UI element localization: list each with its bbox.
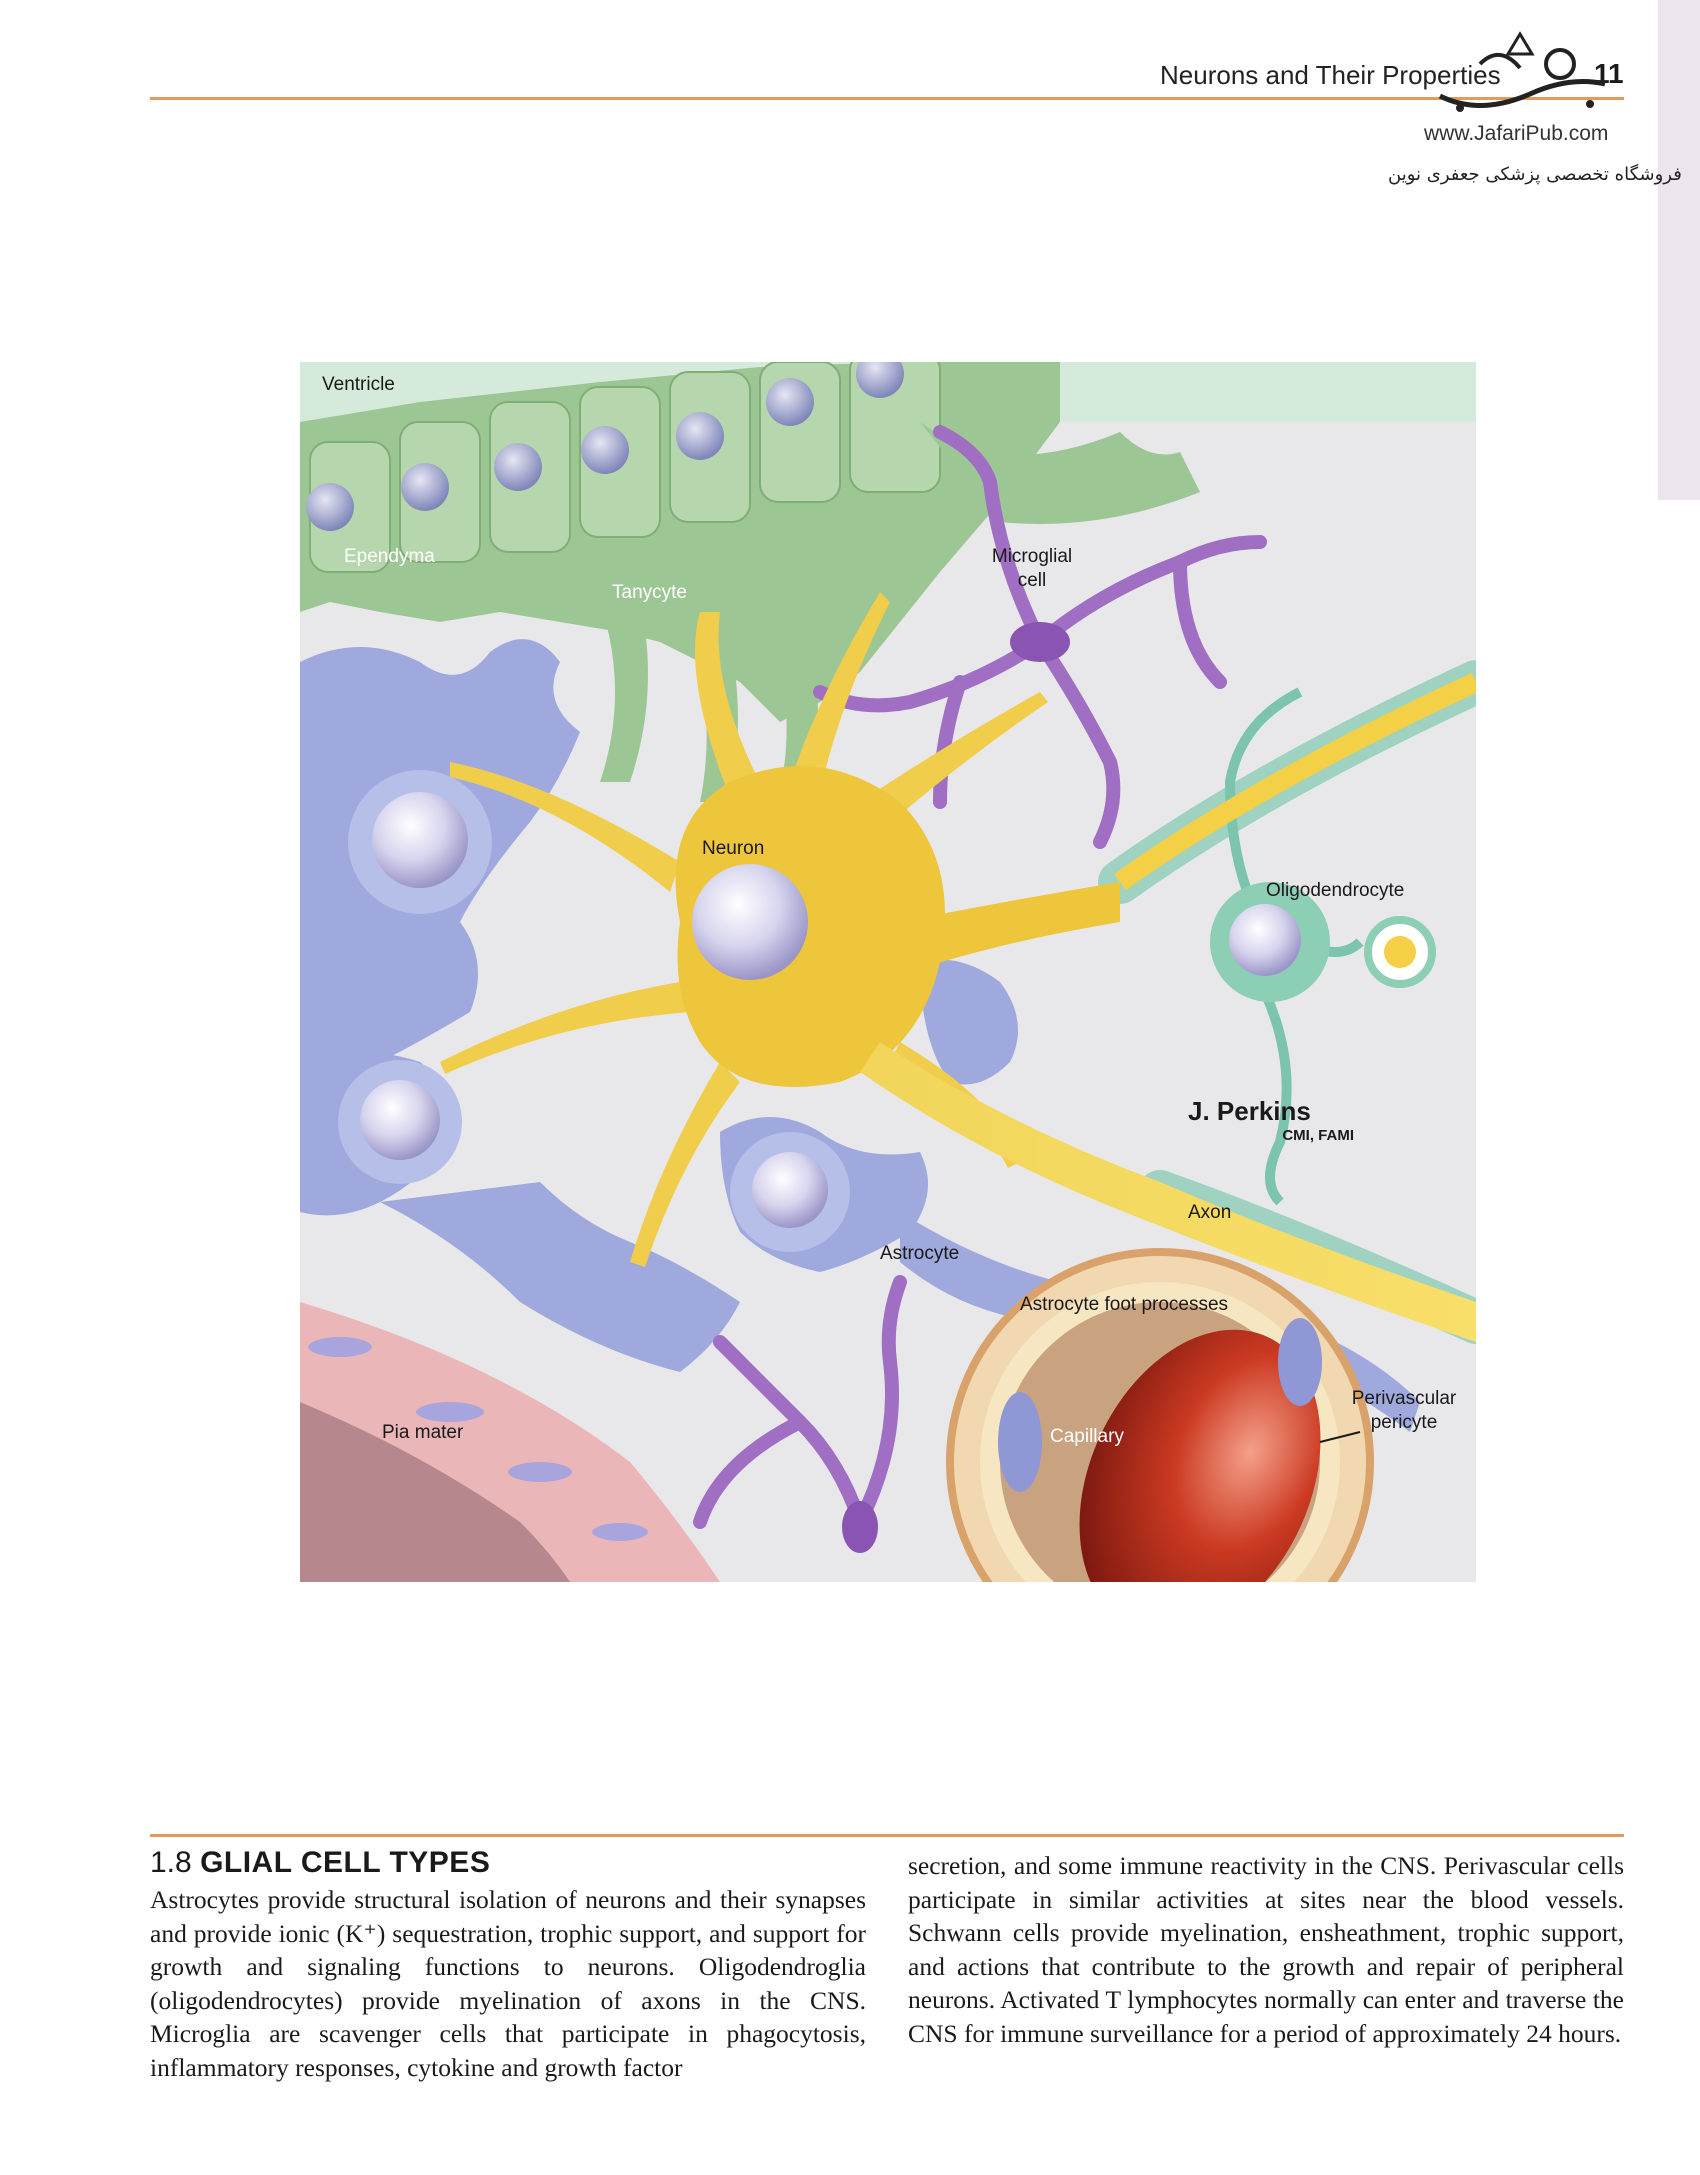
glial-cell-illustration xyxy=(300,362,1476,1582)
body-text-left-column: Astrocytes provide structural isolation of neurons and their synapses and provide ionic (K⁺) sequestration, trophic support, and support for growth and signaling functions to neurons. Oligodendroglia (oligodendrocytes) provide myelination of axons in the CNS. Microglia are scavenger cells that participate in phagocytosis, inflammatory responses, cytokine and growth factor xyxy=(150,1885,866,2082)
label-microglial-2: cell xyxy=(1017,570,1047,591)
label-astrocyte-foot: Astrocyte foot processes xyxy=(1020,1294,1229,1315)
label-tanycyte: Tanycyte xyxy=(612,582,687,603)
running-head: Neurons and Their Properties xyxy=(1160,60,1501,90)
site-url: www.JafariPub.com xyxy=(1424,122,1609,145)
section-number: 1.8 xyxy=(150,1846,192,1879)
label-pericyte-1: Perivascular xyxy=(1351,1388,1457,1409)
label-ependyma: Ependyma xyxy=(344,546,435,567)
logo-text: بجف xyxy=(1570,50,1572,51)
label-ventricle: Ventricle xyxy=(322,374,395,395)
label-oligodendrocyte: Oligodendrocyte xyxy=(1266,880,1405,901)
chapter-side-tab xyxy=(1658,0,1700,500)
section-heading xyxy=(150,1846,490,1880)
label-pericyte-2: pericyte xyxy=(1370,1412,1438,1433)
shop-name: فروشگاه تخصصی پزشکی جعفری نوین xyxy=(1388,164,1682,185)
page-number: 11 xyxy=(1594,58,1624,89)
body-text-right-column: secretion, and some immune reactivity in the CNS. Perivascular cells participate in similar activities at sites near the blood vessels. Schwann cells provide myelination, ensheathment, trophic support, and actions that contribute to the growth and repair of peripheral neurons. Activated T lymphocytes normally can enter and traverse the CNS for immune surveillance for a period of approximately 24 hours. xyxy=(908,1851,1624,2048)
section-title: GLIAL CELL TYPES xyxy=(200,1846,491,1879)
signature-name: J. Perkins xyxy=(1188,1096,1311,1126)
signature-credentials: CMI, FAMI xyxy=(1282,1127,1354,1144)
neuron-nucleus xyxy=(692,864,808,980)
label-microglial-1: Microglial xyxy=(991,546,1073,567)
label-axon: Axon xyxy=(1188,1202,1232,1223)
header-rule xyxy=(150,97,1624,100)
section-rule xyxy=(150,1834,1624,1837)
microglial-cell-body xyxy=(1010,622,1070,662)
label-pia-mater: Pia mater xyxy=(382,1422,464,1443)
label-neuron: Neuron xyxy=(702,838,765,859)
label-capillary: Capillary xyxy=(1050,1426,1124,1447)
label-astrocyte: Astrocyte xyxy=(880,1243,960,1264)
publisher-logo xyxy=(1420,24,1620,124)
